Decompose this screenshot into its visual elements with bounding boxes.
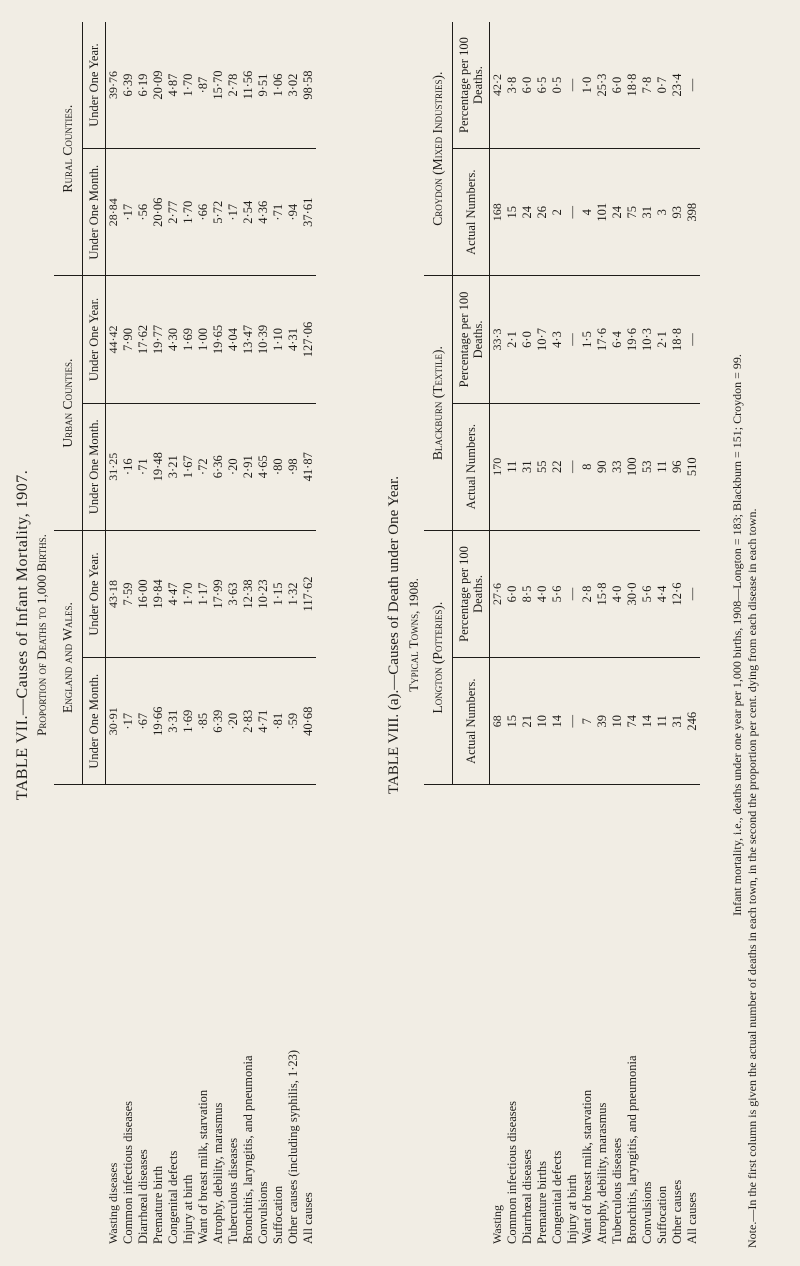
table-cell: 4·30 [166,276,181,403]
table-cell: 24 [610,149,625,276]
table-cell: 10·7 [535,276,550,403]
table-row [256,22,271,1248]
table-row [196,22,211,1248]
table-cell: ·80 [271,403,286,530]
table-row [241,22,256,1248]
table-cell: 74 [625,658,640,785]
table-cell: 10·3 [640,276,655,403]
table-cell: 4 [580,149,595,276]
all-causes-cell: 510 [685,403,700,530]
table-row [151,22,166,1248]
all-causes-cell: — [685,530,700,657]
table-row [670,22,685,1248]
table-cell: 4·65 [256,403,271,530]
table-cell: 30·0 [625,530,640,657]
table-cell: 4·87 [166,22,181,149]
wasting-label: Wasting diseases [105,1162,120,1244]
cause-label: Injury at birth [565,1174,580,1244]
table8-body [490,22,701,1248]
table-cell: 3·21 [166,403,181,530]
table-cell: 5·72 [211,149,226,276]
table-row [286,22,301,1248]
table-cell: — [565,658,580,785]
table7 [54,22,316,1248]
table-cell: 18·8 [670,276,685,403]
table-cell: — [565,22,580,149]
table-cell: ·71 [271,149,286,276]
cause-label: Want of breast milk, starvation [195,1089,210,1244]
table-cell: ·98 [286,403,301,530]
wasting-total-value: 30·91 [105,707,120,736]
table-cell: ·17 [226,149,241,276]
table8 [424,22,700,1248]
table-cell: 75 [625,149,640,276]
cause-label: Tuberculous diseases [225,1137,240,1244]
table-cell: 17·6 [595,276,610,403]
wasting-total [490,658,506,785]
table8-sub-header: Percentage per 100 Deaths. [452,530,490,657]
footnote: Note.—In the first column is given the actual number of deaths in each town, in the second the proportion per cent. dying from each disease in each town. [745,508,759,1248]
all-causes-cell: 41·87 [301,403,316,530]
table-cell: — [565,276,580,403]
table7-sub-header: Under One Month. [82,658,105,785]
all-causes-cell: 127·06 [301,276,316,403]
table-cell: ·16 [121,403,136,530]
table-cell: 13·47 [241,276,256,403]
table-cell: 14 [640,658,655,785]
table-cell: 2·78 [226,22,241,149]
table-cell: 2·91 [241,403,256,530]
table-row [550,22,565,1248]
table-cell: 1·69 [181,658,196,785]
table-cell: 20·06 [151,149,166,276]
table-cell: 6·39 [211,658,226,785]
table-cell: 10·23 [256,530,271,657]
table8-sub-header: Actual Numbers. [452,403,490,530]
table7-sub-header: Under One Year. [82,22,105,149]
table-cell: 0·7 [655,22,670,149]
table-cell: 4·0 [610,530,625,657]
table-cell: 21 [520,658,535,785]
table-cell: 15·8 [595,530,610,657]
table-cell: 33 [610,403,625,530]
table-cell: 15·70 [211,22,226,149]
cause-label: Atrophy, debility, marasmus [210,1102,225,1244]
table-cell: 11 [655,403,670,530]
table-cell: 10·39 [256,276,271,403]
table-cell: 10 [535,658,550,785]
wasting-total [490,149,506,276]
wasting-brace-row [490,22,506,1248]
table-cell: 31 [520,403,535,530]
table-cell: 7 [580,658,595,785]
table-cell: ·20 [226,658,241,785]
table-row [625,22,640,1248]
wasting-total-value: 28·84 [105,198,120,227]
cause-label: Common infectious diseases [120,1100,135,1244]
table-cell: 11 [505,403,520,530]
table-cell: 18·8 [625,22,640,149]
table-cell: 15 [505,149,520,276]
wasting-total [490,22,506,149]
table7-sub-header: Under One Year. [82,276,105,403]
table-cell: 6·0 [520,276,535,403]
table-cell: 4·4 [655,530,670,657]
table7-cause-header [54,785,105,1248]
table-cell: 2·1 [505,276,520,403]
table-cell: 8 [580,403,595,530]
cause-label: Atrophy, debility, marasmus [595,1102,610,1244]
table-row [535,22,550,1248]
table-cell: 16·00 [136,530,151,657]
table-cell: 6·0 [505,530,520,657]
table-cell: 2·1 [655,276,670,403]
cause-label: Convulsions [640,1181,655,1244]
table-cell: 4·04 [226,276,241,403]
table-cell: 26 [535,149,550,276]
table-cell: 4·36 [256,149,271,276]
cause-label: Tuberculous diseases [610,1137,625,1244]
table-cell: 1·06 [271,22,286,149]
table-cell: 11·56 [241,22,256,149]
table-cell: 3 [655,149,670,276]
table-cell: 4·71 [256,658,271,785]
table-cell: 3·31 [166,658,181,785]
all-causes-label: All causes [685,1192,700,1244]
table7-sub-header: Under One Year. [82,530,105,657]
table-cell: 7·8 [640,22,655,149]
table-cell: 17·62 [136,276,151,403]
table-cell: ·20 [226,403,241,530]
cause-label: Bronchitis, laryngitis, and pneumonia [625,1055,640,1244]
cause-label: Want of breast milk, starvation [580,1089,595,1244]
table-cell: 7·59 [121,530,136,657]
table-cell: 19·66 [151,658,166,785]
table7-sub-header: Under One Month. [82,149,105,276]
table-row [211,22,226,1248]
table-cell: 101 [595,149,610,276]
table-row [181,22,196,1248]
table-cell: 2·54 [241,149,256,276]
table-cell: 4·0 [535,530,550,657]
wasting-total-value: 42·2 [490,74,505,97]
table8-subtitle: Typical Towns, 1908. [406,578,421,692]
table-cell: 1·32 [286,530,301,657]
table-cell: 5·6 [640,530,655,657]
table-cell: 90 [595,403,610,530]
table-cell: 1·70 [181,530,196,657]
table-cell: — [565,149,580,276]
wasting-label: Wasting [490,1204,505,1244]
table-cell: 1·70 [181,22,196,149]
table-cell: 10 [610,658,625,785]
wasting-total [105,22,121,149]
table-cell: 3·63 [226,530,241,657]
table-cell: 1·5 [580,276,595,403]
table-cell: ·81 [271,658,286,785]
table8-sub-header: Percentage per 100 Deaths. [452,22,490,149]
table-row [640,22,655,1248]
wasting-brace-row [105,22,121,1248]
wasting-total [105,276,121,403]
table-cell: 1·17 [196,530,211,657]
all-causes-cell: — [685,22,700,149]
table-row [226,22,241,1248]
table8-sub-header: Actual Numbers. [452,149,490,276]
wasting-total [490,403,506,530]
table-cell: 55 [535,403,550,530]
table-cell: 6·5 [535,22,550,149]
all-causes-label: All causes [300,1192,315,1244]
table-cell: 1·00 [196,276,211,403]
table-cell: ·67 [136,658,151,785]
table-cell: ·59 [286,658,301,785]
table-cell: 1·69 [181,276,196,403]
all-causes-cell: 398 [685,149,700,276]
table-cell: 6·0 [610,22,625,149]
table-cell: 14 [550,658,565,785]
table-row [655,22,670,1248]
table-cell: — [565,403,580,530]
table-cell: 96 [670,403,685,530]
table-cell: 1·70 [181,149,196,276]
table7-title: TABLE VII.—Causes of Infant Mortality, 1907. [14,469,31,801]
wasting-total-value: 27·6 [490,582,505,605]
table-cell: 24 [520,149,535,276]
cause-label: Suffocation [655,1185,670,1244]
table-row [580,22,595,1248]
table-row [121,22,136,1248]
table-cell: 53 [640,403,655,530]
table-cell: ·66 [196,149,211,276]
cause-label: Injury at birth [180,1174,195,1244]
cause-label: Other causes (including syphilis, 1·23) [285,1049,300,1244]
table-cell: 2 [550,149,565,276]
table-cell: 8·5 [520,530,535,657]
cause-label: Convulsions [255,1181,270,1244]
table-cell: 23·4 [670,22,685,149]
document-page [14,22,786,1248]
wasting-total [105,530,121,657]
table-row [595,22,610,1248]
cause-label: Other causes [670,1179,685,1244]
table8-group-header: Croydon (Mixed Industries). [424,22,452,276]
table-cell: 4·3 [550,276,565,403]
table-row [505,22,520,1248]
table-row [565,22,580,1248]
table8-sub-header: Actual Numbers. [452,658,490,785]
table-cell: 1·0 [580,22,595,149]
table-cell: 1·10 [271,276,286,403]
table-cell: 31 [640,149,655,276]
table8-group-header: Blackburn (Textile). [424,276,452,531]
all-causes-cell: 37·61 [301,149,316,276]
table-cell: 3·02 [286,22,301,149]
all-causes-cell: 40·68 [301,658,316,785]
table-cell: ·56 [136,149,151,276]
table-cell: 6·19 [136,22,151,149]
wasting-total [490,530,506,657]
table-cell: 93 [670,149,685,276]
cause-label: Bronchitis, laryngitis, and pneumonia [240,1055,255,1244]
wasting-total-value: 43·18 [105,579,120,608]
cause-label: Suffocation [270,1185,285,1244]
table-cell: 2·8 [580,530,595,657]
table-cell: 19·6 [625,276,640,403]
table-cell: 6·0 [520,22,535,149]
table-cell: 0·5 [550,22,565,149]
table-cell: 17·99 [211,530,226,657]
table-cell: 12·38 [241,530,256,657]
table-cell: 4·47 [166,530,181,657]
table-cell: 19·48 [151,403,166,530]
wasting-total-value: 168 [490,203,505,222]
table-cell: 7·90 [121,276,136,403]
table-cell: 12·6 [670,530,685,657]
table-cell: ·71 [136,403,151,530]
table-cell: 5·6 [550,530,565,657]
table-cell: 19·77 [151,276,166,403]
table-cell: 19·65 [211,276,226,403]
table-cell: ·17 [121,149,136,276]
table-row [166,22,181,1248]
table8-cause-header [424,785,490,1248]
table7-group-header: Urban Counties. [54,276,82,531]
table-cell: 2·77 [166,149,181,276]
wasting-total [490,276,506,403]
cause-label: Diarrhœal diseases [520,1149,535,1244]
table-cell: 9·51 [256,22,271,149]
table7-sub-header: Under One Month. [82,403,105,530]
table-cell: 3·8 [505,22,520,149]
cause-label: Premature births [535,1161,550,1244]
table8-group-header: Longton (Potteries). [424,530,452,785]
table7-group-header: Rural Counties. [54,22,82,276]
table-row [136,22,151,1248]
table8-title: TABLE VIII. (a).—Causes of Death under One Year. [386,475,402,795]
table-cell: 22 [550,403,565,530]
table-cell: 6·39 [121,22,136,149]
table-cell: 39 [595,658,610,785]
table-cell: ·17 [121,658,136,785]
table8-sub-header: Percentage per 100 Deaths. [452,276,490,403]
cause-label: Congenital defects [165,1150,180,1244]
table-cell: 100 [625,403,640,530]
table-cell: 25·3 [595,22,610,149]
table-cell: 20·09 [151,22,166,149]
wasting-total-value: 44·42 [105,325,120,354]
table-cell: ·87 [196,22,211,149]
table-cell: 6·4 [610,276,625,403]
table-cell: ·72 [196,403,211,530]
all-causes-cell: 117·62 [301,530,316,657]
table-cell: — [565,530,580,657]
cause-label: Common infectious diseases [505,1100,520,1244]
table-cell: ·94 [286,149,301,276]
wasting-total [105,403,121,530]
table-cell: 11 [655,658,670,785]
table-cell: 2·83 [241,658,256,785]
table-cell: 4·31 [286,276,301,403]
table-row [271,22,286,1248]
wasting-total [105,658,121,785]
table-cell: 1·67 [181,403,196,530]
all-causes-row [301,22,316,1248]
all-causes-cell: 246 [685,658,700,785]
all-causes-row [685,22,700,1248]
table-cell: 1·15 [271,530,286,657]
table-cell: 15 [505,658,520,785]
wasting-total-value: 68 [490,715,505,728]
table-row [520,22,535,1248]
all-causes-cell: — [685,276,700,403]
wasting-total [105,149,121,276]
wasting-total-value: 33·3 [490,328,505,351]
wasting-total-value: 170 [490,457,505,476]
cause-label: Premature birth [150,1165,165,1244]
cause-label: Diarrhœal diseases [135,1149,150,1244]
cause-label: Congenital defects [550,1150,565,1244]
infant-mortality-note: Infant mortality, i.e., deaths under one year per 1,000 births, 1908—Longton = 183; Blackburn = 151; Croydon = 99. [730,354,744,916]
table-cell: 6·36 [211,403,226,530]
all-causes-cell: 98·58 [301,22,316,149]
table-cell: 19·84 [151,530,166,657]
table7-subtitle: Proportion of Deaths to 1,000 Births. [34,534,49,736]
table7-group-header: England and Wales. [54,530,82,785]
wasting-total-value: 39·76 [105,71,120,100]
table-row [610,22,625,1248]
wasting-total-value: 31·25 [105,452,120,481]
table-cell: ·85 [196,658,211,785]
table-cell: 31 [670,658,685,785]
table7-body [105,22,316,1248]
